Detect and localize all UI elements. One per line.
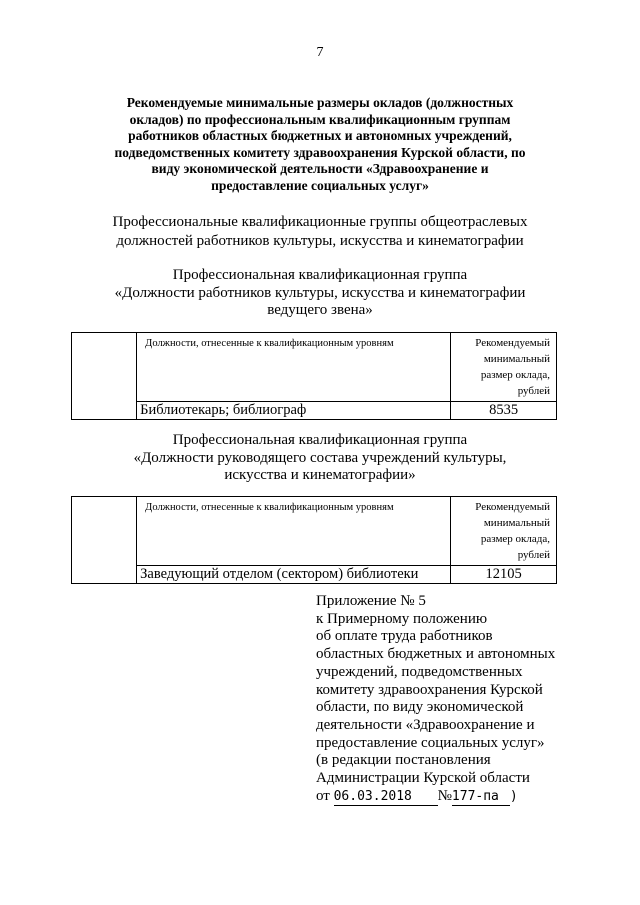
group-title-1 [90,267,550,320]
header-salary [451,333,557,402]
appendix-line: к Примерному положению [316,610,488,627]
page-number: 7 [316,45,324,60]
table-header-row [72,497,557,566]
position-cell: Заведующий отделом (сектором) библиотеки [137,566,451,584]
salary-table-1 [71,332,557,420]
table-row [72,402,557,420]
header-salary-line: рублей [517,385,550,397]
header-position: Должности, отнесенные к квалификационным уровням [137,497,451,566]
header-salary-line: рублей [517,549,550,561]
group-title-line: Профессиональная квалификационная группа [172,267,468,283]
group-title-line: ведущего звена» [267,302,373,318]
header-salary-line: минимальный [483,353,550,365]
appendix-line: об оплате труда работников [316,628,493,645]
appendix-line: области, по виду экономической [316,699,524,716]
empty-cell [72,333,137,420]
decree-date-value: 06.03.2018 [333,788,412,804]
title-line: окладов) по профессиональным квалификационным группам [129,111,511,127]
header-position: Должности, отнесенные к квалификационным уровням [137,333,451,402]
appendix-line: (в редакции постановления [316,752,491,769]
table-row [72,566,557,584]
subtitle-line: Профессиональные квалификационные группы общеотраслевых [112,214,528,230]
title-line: работников областных бюджетных и автономных учреждений, [128,128,512,143]
appendix-line: Администрации Курской области [316,770,530,787]
number-prefix: № [437,787,452,804]
appendix-line: деятельности «Здравоохранение и [316,716,535,733]
main-title [95,95,545,194]
header-salary-line: Рекомендуемый [475,337,550,349]
table-header-row [72,333,557,402]
position-cell: Библиотекарь; библиограф [137,402,451,420]
group-title-line: Профессиональная квалификационная группа [172,432,468,448]
closing-paren: ) [509,788,518,804]
appendix-line: учреждений, подведомственных [316,663,523,680]
appendix-line: Приложение № 5 [316,593,426,609]
salary-cell: 8535 [451,402,557,420]
salary-cell: 12105 [451,566,557,584]
date-prefix: от [316,787,330,804]
header-salary-line: минимальный [483,517,550,529]
empty-cell [72,497,137,584]
decree-number-value: 177-па [451,788,499,804]
appendix-line: комитету здравоохранения Курской [316,681,543,698]
section-subtitle [90,213,550,251]
title-line: подведомственных комитету здравоохранения Курской области, по [114,144,526,160]
appendix-date-line [316,788,606,807]
header-salary-line: Рекомендуемый [475,501,550,513]
title-line: Рекомендуемые минимальные размеры окладов (должностных [126,95,514,110]
header-salary-line: размер оклада, [480,533,550,545]
group-title-line: искусства и кинематографии» [224,467,416,483]
header-salary [451,497,557,566]
header-salary-line: размер оклада, [480,369,550,381]
decree-date [334,788,438,807]
salary-table-2 [71,496,557,584]
appendix-block [316,593,606,806]
title-line: предоставление социальных услуг» [211,177,429,193]
group-title-2 [90,432,550,485]
group-title-line: «Должности работников культуры, искусства и кинематографии [114,284,526,301]
title-line: виду экономической деятельности «Здравоохранение и [151,161,489,176]
appendix-line: предоставление социальных услуг» [316,734,545,751]
decree-number [452,788,510,807]
appendix-line: областных бюджетных и автономных [316,646,556,663]
subtitle-line: должностей работников культуры, искусства и кинематографии [116,233,524,249]
group-title-line: «Должности руководящего состава учреждений культуры, [133,449,507,466]
